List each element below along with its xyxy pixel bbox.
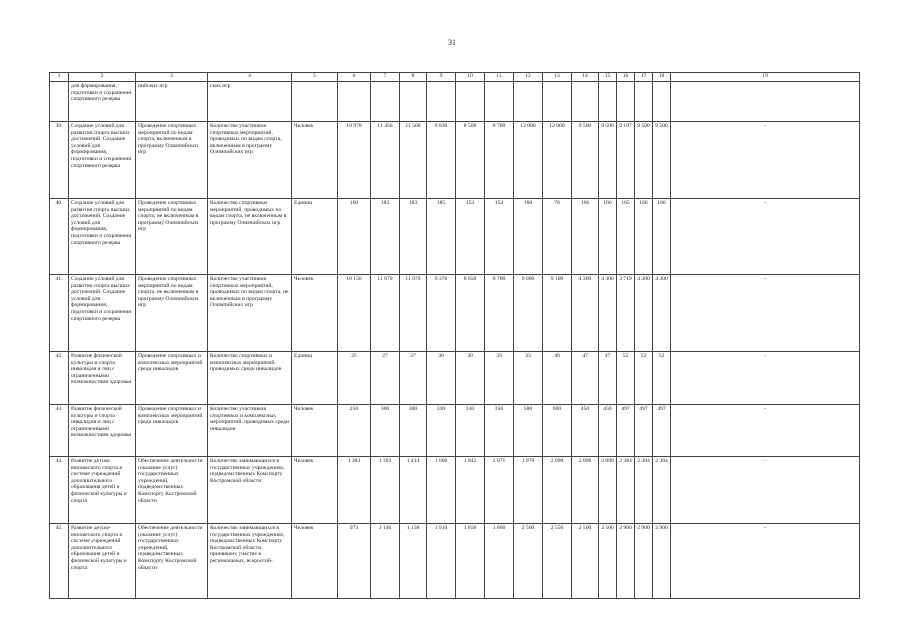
header-cell: 10 xyxy=(456,73,485,82)
header-cell: 9 xyxy=(427,73,456,82)
value-cell: 1 383 xyxy=(338,457,371,524)
row-number-cell: 42. xyxy=(50,352,69,405)
value-cell: 33 xyxy=(485,352,514,405)
value-cell: 11 070 xyxy=(371,275,400,352)
value-cell: 27 xyxy=(400,352,427,405)
value-cell: 4 300 xyxy=(599,275,617,352)
task-cell: Развитие физической культуры и спорта инвалидов и лиц с ограниченными возможностями здоровья xyxy=(69,352,136,405)
unit-cell: Человек xyxy=(292,405,338,457)
value-cell: 9 100 xyxy=(543,275,572,352)
value-cell: 450 xyxy=(599,405,617,457)
header-cell: 16 xyxy=(617,73,635,82)
row-number-cell: 45. xyxy=(50,524,69,599)
continuation-indicator: ских игр xyxy=(208,82,292,122)
row-number-cell: 44. xyxy=(50,457,69,524)
value-cell: 25 xyxy=(338,352,371,405)
task-cell: Создание условий для развития спорта высших достижений. Создание условий для формирования, подготовки и сохранения спортивного резерва xyxy=(69,275,136,352)
value-cell: 1 910 xyxy=(427,524,456,599)
unit-cell: Человек xyxy=(292,275,338,352)
value-cell: 580 xyxy=(514,405,543,457)
note-cell: - xyxy=(671,275,860,352)
value-cell: 9 500 xyxy=(572,122,599,199)
header-cell: 6 xyxy=(338,73,371,82)
value-cell: 153 xyxy=(456,199,485,275)
value-cell: 52 xyxy=(617,352,635,405)
table-row xyxy=(50,275,860,352)
header-cell: 11 xyxy=(485,73,514,82)
value-cell: 183 xyxy=(371,199,400,275)
value-cell: 11 500 xyxy=(400,122,427,199)
value-cell: 2 384 xyxy=(635,457,653,524)
table-row xyxy=(50,199,860,275)
value-cell: 78 xyxy=(543,199,572,275)
value-cell: 160 xyxy=(514,199,543,275)
value-cell: 1 860 xyxy=(485,524,514,599)
value-cell: 9 000 xyxy=(514,275,543,352)
value-cell: 9 500 xyxy=(653,122,671,199)
header-cell: 2 xyxy=(69,73,136,82)
note-cell: - xyxy=(671,457,860,524)
value-cell: 30 xyxy=(456,352,485,405)
value-cell: 4 300 xyxy=(653,275,671,352)
value-cell: 8 650 xyxy=(456,275,485,352)
value-cell: 1 414 xyxy=(400,457,427,524)
row-number-cell: 43. xyxy=(50,405,69,457)
header-cell: 17 xyxy=(635,73,653,82)
unit-cell: Человек xyxy=(292,457,338,524)
value-cell: 154 xyxy=(485,199,514,275)
header-cell: 13 xyxy=(543,73,572,82)
event-cell: Проведение спортивных и комплексных мероприятий среди инвалидов xyxy=(136,405,208,457)
page-number: 31 xyxy=(448,38,456,47)
table-row xyxy=(50,457,860,524)
value-cell: 1 158 xyxy=(400,524,427,599)
table-row xyxy=(50,122,860,199)
value-cell: 2 384 xyxy=(617,457,635,524)
note-cell: - xyxy=(671,199,860,275)
value-cell: 12 000 xyxy=(514,122,543,199)
value-cell: 1 845 xyxy=(456,457,485,524)
value-cell: 2 500 xyxy=(514,524,543,599)
unit-cell: Единиц xyxy=(292,352,338,405)
value-cell: 2 900 xyxy=(635,524,653,599)
column-number-row xyxy=(50,73,860,82)
event-cell: Обеспечение деятельности (оказание услуг) государственных учреждений, подведомственных Комспорту Костромской области xyxy=(136,457,208,524)
value-cell: 8 700 xyxy=(485,122,514,199)
value-cell: 52 xyxy=(635,352,653,405)
value-cell: 40 xyxy=(543,352,572,405)
value-cell: 497 xyxy=(635,405,653,457)
header-cell: 1 xyxy=(50,73,69,82)
value-cell: 2 071 xyxy=(485,457,514,524)
value-cell: 2 090 xyxy=(599,457,617,524)
task-cell: Создание условий для развития спорта высших достижений. Создание условий для формирования, подготовки и сохранения спортивного резерва xyxy=(69,199,136,275)
value-cell: 2 500 xyxy=(572,524,599,599)
value-cell: 330 xyxy=(427,405,456,457)
header-cell: 5 xyxy=(292,73,338,82)
event-cell: Проведение спортивных и комплексных мероприятий среди инвалидов xyxy=(136,352,208,405)
value-cell: 9 197 xyxy=(617,122,635,199)
value-cell: 47 xyxy=(572,352,599,405)
header-cell: 19 xyxy=(671,73,860,82)
value-cell: 497 xyxy=(617,405,635,457)
continuation-row xyxy=(50,82,860,122)
value-cell: 105 xyxy=(617,199,635,275)
row-number-cell: 39. xyxy=(50,122,69,199)
value-cell: 497 xyxy=(653,405,671,457)
value-cell: 9 830 xyxy=(427,122,456,199)
value-cell: 250 xyxy=(338,405,371,457)
row-number-cell: 41. xyxy=(50,275,69,352)
value-cell: 160 xyxy=(338,199,371,275)
indicator-cell: Количество занимающихся в государственных учреждениях, подведомственных Комспорту Костромской области, принявших участие в региональных, всероссий- xyxy=(208,524,292,599)
value-cell: 2 090 xyxy=(572,457,599,524)
value-cell: 11 070 xyxy=(400,275,427,352)
value-cell: 600 xyxy=(543,405,572,457)
value-cell: 11 456 xyxy=(371,122,400,199)
table-row xyxy=(50,405,860,457)
header-cell: 7 xyxy=(371,73,400,82)
value-cell: 300 xyxy=(371,405,400,457)
value-cell: 2 900 xyxy=(653,524,671,599)
unit-cell: Единиц xyxy=(292,199,338,275)
value-cell: 166 xyxy=(653,199,671,275)
indicator-cell: Количество спортивных и комплексных мероприятий, проводимых среди инвалидов xyxy=(208,352,292,405)
value-cell: 52 xyxy=(653,352,671,405)
header-cell: 15 xyxy=(599,73,617,82)
value-cell: 2 550 xyxy=(543,524,572,599)
table-row xyxy=(50,352,860,405)
note-cell: - xyxy=(671,524,860,599)
event-cell: Проведение спортивных мероприятий по видам спорта, включенным в программу Олимпийских игр xyxy=(136,122,208,199)
value-cell: 166 xyxy=(572,199,599,275)
value-cell: 8 500 xyxy=(456,122,485,199)
value-cell: 1 393 xyxy=(371,457,400,524)
event-cell: Проведение спортивных мероприятий по видам спорта, не включенным в программу Олимпийских игр xyxy=(136,275,208,352)
indicator-cell: Количество участников спортивных мероприятий, проводимых по видам спорта, включенным в программу Олимпийских игр xyxy=(208,122,292,199)
indicator-cell: Количество участников спортивных и комплексных мероприятий, проводимых среди инвалидов xyxy=(208,405,292,457)
value-cell: 3 719 xyxy=(617,275,635,352)
value-cell: 1 146 xyxy=(371,524,400,599)
note-cell: - xyxy=(671,352,860,405)
value-cell: 9 370 xyxy=(427,275,456,352)
header-cell: 18 xyxy=(653,73,671,82)
unit-cell: Человек xyxy=(292,524,338,599)
value-cell: 12 000 xyxy=(543,122,572,199)
value-cell: 450 xyxy=(572,405,599,457)
indicator-cell: Количество занимающихся в государственных учреждениях, подведомственных Комспорту Костромской области xyxy=(208,457,292,524)
value-cell: 10 978 xyxy=(338,122,371,199)
value-cell: 4 300 xyxy=(635,275,653,352)
value-cell: 8 700 xyxy=(485,275,514,352)
value-cell: 47 xyxy=(599,352,617,405)
value-cell: 166 xyxy=(635,199,653,275)
value-cell: 166 xyxy=(599,199,617,275)
value-cell: 4 300 xyxy=(572,275,599,352)
header-cell: 3 xyxy=(136,73,208,82)
task-cell: Развитие детско-юношеского спорта в системе учреждений дополнительного образования детей и физической культуры и спорта xyxy=(69,524,136,599)
task-cell: Создание условий для развития спорта высших достижений. Создание условий для формирования, подготовки и сохранения спортивного резерва xyxy=(69,122,136,199)
value-cell: 9 500 xyxy=(635,122,653,199)
header-cell: 8 xyxy=(400,73,427,82)
row-number-cell: 40. xyxy=(50,199,69,275)
note-cell: - xyxy=(671,122,860,199)
continuation-task: для формирования, подготовки и сохранения спортивного резерва xyxy=(69,82,136,122)
event-cell: Обеспечение деятельности (оказание услуг) государственных учреждений, подведомственных Комспорту Костромской области xyxy=(136,524,208,599)
value-cell: 9 500 xyxy=(599,122,617,199)
value-cell: 2 500 xyxy=(599,524,617,599)
indicator-cell: Количество участников спортивных мероприятий, проводимых по видам спорта, не включенным в программу Олимпийских игр xyxy=(208,275,292,352)
value-cell: 1 970 xyxy=(514,457,543,524)
note-cell: - xyxy=(671,405,860,457)
value-cell: 33 xyxy=(514,352,543,405)
continuation-event: пийских игр xyxy=(136,82,208,122)
header-cell: 4 xyxy=(208,73,292,82)
value-cell: 183 xyxy=(400,199,427,275)
value-cell: 30 xyxy=(427,352,456,405)
value-cell: 350 xyxy=(485,405,514,457)
indicator-cell: Количество спортивных мероприятий, проводимых по видам спорта, не включенным в программу Олимпийских игр xyxy=(208,199,292,275)
value-cell: 1 850 xyxy=(456,524,485,599)
value-cell: 2 900 xyxy=(617,524,635,599)
value-cell: 973 xyxy=(338,524,371,599)
value-cell: 2 384 xyxy=(653,457,671,524)
task-cell: Развитие физической культуры и спорта инвалидов и лиц с ограниченными возможностями здоровья xyxy=(69,405,136,457)
header-cell: 12 xyxy=(514,73,543,82)
value-cell: 300 xyxy=(400,405,427,457)
task-cell: Развитие детско-юношеского спорта в системе учреждений дополнительного образования детей и физической культуры и спорта xyxy=(69,457,136,524)
unit-cell: Человек xyxy=(292,122,338,199)
value-cell: 330 xyxy=(456,405,485,457)
value-cell: 185 xyxy=(427,199,456,275)
header-cell: 14 xyxy=(572,73,599,82)
event-cell: Проведение спортивных мероприятий по видам спорта, не включенным в программу Олимпийских игр xyxy=(136,199,208,275)
table-row xyxy=(50,524,860,599)
value-cell: 2 090 xyxy=(543,457,572,524)
value-cell: 27 xyxy=(371,352,400,405)
indicators-table xyxy=(49,72,860,599)
cell xyxy=(50,82,69,122)
value-cell: 1 600 xyxy=(427,457,456,524)
value-cell: 10 156 xyxy=(338,275,371,352)
